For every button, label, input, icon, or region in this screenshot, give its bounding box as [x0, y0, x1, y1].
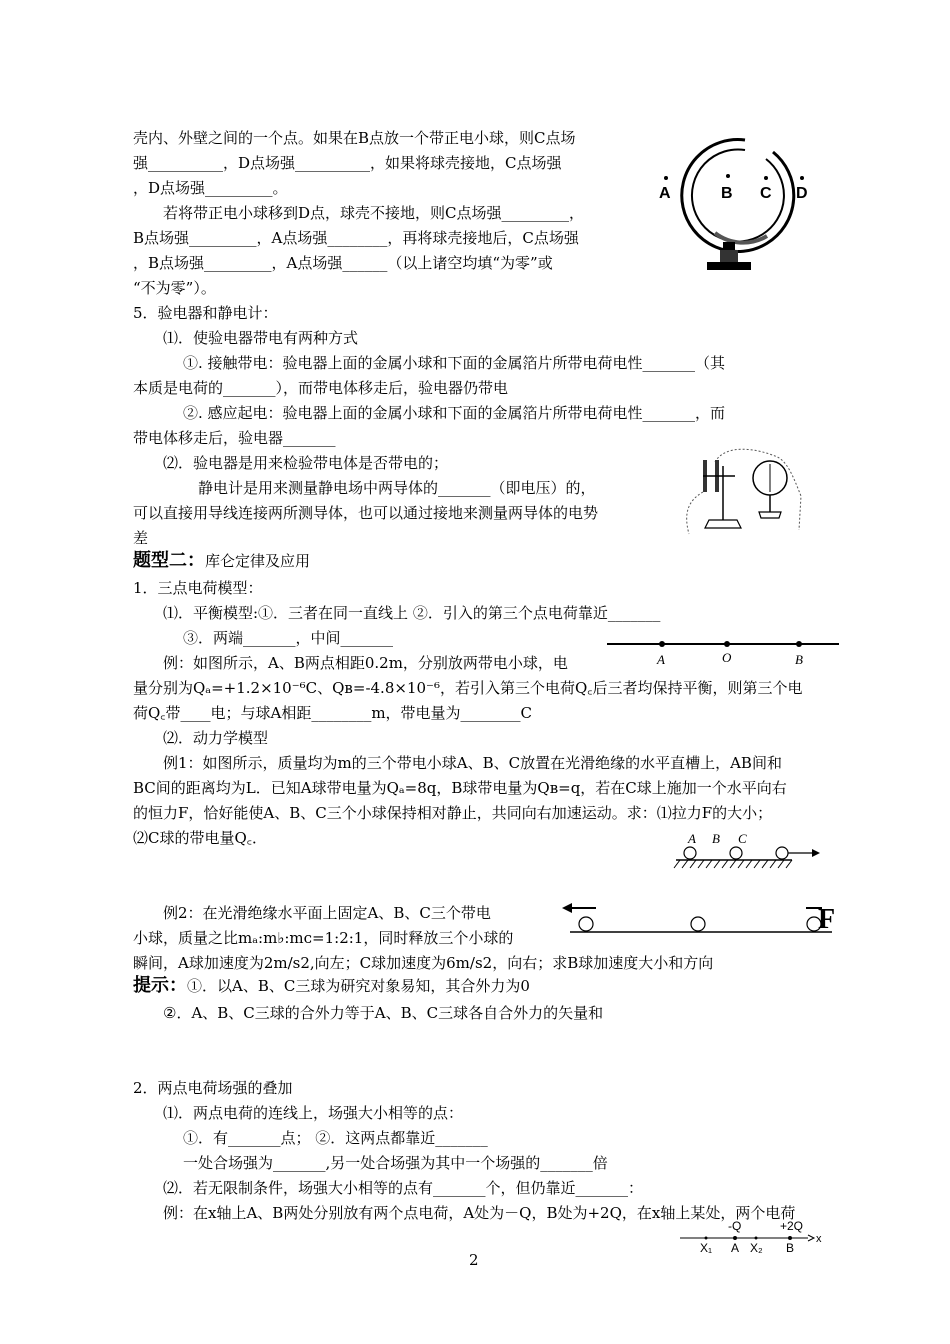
point-b-dot	[726, 174, 730, 178]
stand-neck	[723, 242, 735, 250]
hint-rest: ①．以A、B、C三球为研究对象易知，其合外力为0	[187, 977, 530, 995]
ball-c-label: C	[738, 831, 747, 846]
text-line: 量分别为Qₐ=+1.2×10⁻⁶C、Qʙ=-4.8×10⁻⁶，若引入第三个电荷Q꜀后三者均保持平衡，则第三个电	[133, 679, 803, 697]
text-line: 本质是电荷的_______），而带电体移走后，验电器仍带电	[133, 379, 509, 397]
x1-dot	[705, 1237, 708, 1240]
x-axis-arrow	[808, 1235, 814, 1241]
text-line: 瞬间，A球加速度为2m/s2,向左；C球加速度为6m/s2，向右；求B球加速度大小和方向	[133, 954, 714, 972]
text-line: ⑵．若无限制条件，场强大小相等的点有_______个，但仍靠近_______：	[163, 1179, 644, 1197]
text-line: 一处合场强为_______,另一处合场强为其中一个场强的_______倍	[183, 1154, 608, 1172]
ball-a	[579, 917, 593, 931]
text-line: B点场强_________，A点场强________，再将球壳接地后，C点场强	[133, 229, 579, 247]
ball-a	[684, 847, 696, 859]
text-line: 的恒力F，恰好能使A、B、C三个小球保持相对静止，共同向右加速运动。求：⑴拉力F的大小；	[133, 804, 773, 822]
text-line: 强__________，D点场强__________，如果将球壳接地，C点场强	[133, 154, 562, 172]
ball-b	[691, 917, 705, 931]
neg-charge-label: -Q	[728, 1219, 742, 1233]
text-line: ⑵．验电器是用来检验带电体是否带电的；	[163, 454, 449, 472]
text-line: ①．有_______点； ②．这两点都靠近_______	[183, 1129, 488, 1147]
b-label: B	[786, 1241, 795, 1255]
ball-b	[730, 847, 742, 859]
shell-figure	[655, 128, 815, 278]
text-line: ⑴．平衡模型:①．三者在同一直线上 ②．引入的第三个点电荷靠近_______	[163, 604, 661, 622]
text-line: ⑴．两点电荷的连线上，场强大小相等的点：	[163, 1104, 464, 1122]
pos-charge-label: +2Q	[780, 1219, 804, 1233]
three-balls-figure	[560, 898, 840, 938]
hint-bold: 提示：	[133, 975, 187, 996]
electrometer-base	[759, 512, 781, 518]
text-line: 荷Q꜀带____电；与球A相距________m，带电量为________C	[133, 704, 533, 722]
point-a-label: A	[657, 652, 665, 667]
heading-rest: 库仑定律及应用	[205, 552, 311, 570]
balls-groove-figure	[670, 828, 830, 872]
point-d-label: D	[796, 185, 808, 202]
text-line: ⑵．动力学模型	[163, 729, 269, 747]
text-line: 带电体移走后，验电器_______	[133, 429, 336, 447]
groove-hatching	[674, 860, 792, 868]
point-a-dot	[664, 176, 668, 180]
point-o-dot	[724, 641, 730, 647]
point-b-dot	[796, 641, 802, 647]
text-line: 例1：如图所示，质量均为m的三个带电小球A、B、C放置在光滑绝缘的水平直槽上，AB间和	[163, 754, 782, 772]
text-line: ，B点场强_________，A点场强______（以上诸空均填“为零”或	[133, 254, 553, 272]
x1-label: X₁	[700, 1241, 713, 1255]
section-heading	[133, 551, 310, 571]
stand-base	[707, 262, 751, 270]
text-line: “不为零”）。	[133, 279, 216, 297]
point-o-label: O	[722, 650, 732, 665]
text-line: ⑴．使验电器带电有两种方式	[163, 329, 359, 347]
text-line: ⑵C球的带电量Q꜀．	[133, 829, 267, 847]
text-line: BC间的距离均为L．已知A球带电量为Qₐ=8q，B球带电量为Qʙ=q，若在C球上施加一个水平向右	[133, 779, 787, 797]
ball-a-label: A	[688, 831, 696, 846]
page-number: 2	[469, 1251, 479, 1269]
text-line: ②. 感应起电：验电器上面的金属小球和下面的金属箔片所带电荷电性_______，而	[183, 404, 726, 422]
ball-c	[776, 847, 788, 859]
text-line: ③．两端_______，中间_______	[183, 629, 394, 647]
point-d-dot	[800, 176, 804, 180]
text-line: 5．验电器和静电计：	[133, 304, 278, 322]
support-base	[705, 520, 741, 528]
text-line: 例：在x轴上A、B两处分别放有两个点电荷，A处为－Q，B处为+2Q，在x轴上某处，两个电荷	[163, 1204, 796, 1222]
text-line: 1．三点电荷模型：	[133, 579, 263, 597]
a-dot	[733, 1236, 737, 1240]
text-line: ，D点场强_________。	[133, 179, 288, 197]
text-line: 例：如图所示，A、B两点相距0.2m，分别放两带电小球，电	[163, 654, 568, 672]
force-arrow-head	[812, 849, 820, 857]
electroscope-figure	[675, 448, 815, 540]
stand-post	[720, 250, 738, 264]
x2-label: X₂	[750, 1241, 763, 1255]
point-c-label: C	[760, 185, 772, 202]
text-line: ①. 接触带电：验电器上面的金属小球和下面的金属箔片所带电荷电性_______（其	[183, 354, 726, 372]
text-line: 壳内、外壁之间的一个点。如果在B点放一个带正电小球，则C点场	[133, 129, 576, 147]
text-line: 2．两点电荷场强的叠加	[133, 1079, 293, 1097]
text-line: 小球，质量之比mₐ:m♭:mᴄ=1:2:1，同时释放三个小球的	[133, 929, 514, 947]
left-arrow-head	[562, 903, 572, 913]
text-line: 若将带正电小球移到D点，球壳不接地，则C点场强_________，	[163, 204, 585, 222]
a-label: A	[731, 1241, 740, 1255]
x-axis-label: x	[816, 1233, 822, 1245]
text-line: 差	[133, 529, 149, 547]
point-a-label: A	[659, 185, 671, 202]
x2-dot	[755, 1237, 758, 1240]
b-dot	[788, 1236, 792, 1240]
ball-b-label: B	[712, 831, 720, 846]
point-b-label: B	[721, 185, 733, 202]
ground-wire	[687, 492, 703, 534]
text-line: 可以直接用导线连接两所测导体，也可以通过接地来测量两导体的电势	[133, 504, 599, 522]
point-a-dot	[659, 641, 665, 647]
text-line: 例2：在光滑绝缘水平面上固定A、B、C三个带电	[163, 904, 491, 922]
text-line: ②．A、B、C三球的合外力等于A、B、C三球各自合外力的矢量和	[163, 1004, 604, 1022]
shell-inner-shade	[715, 233, 767, 243]
shell-outer-arc	[682, 140, 794, 252]
point-b-label: B	[795, 652, 803, 667]
hint-heading	[133, 976, 530, 996]
text-line: 静电计是用来测量静电场中两导体的_______（即电压）的，	[198, 479, 596, 497]
force-label: F	[818, 904, 836, 935]
line-figure	[607, 632, 847, 668]
point-c-dot	[764, 176, 768, 180]
heading-bold: 题型二：	[133, 550, 205, 571]
x-axis-figure	[680, 1218, 830, 1258]
